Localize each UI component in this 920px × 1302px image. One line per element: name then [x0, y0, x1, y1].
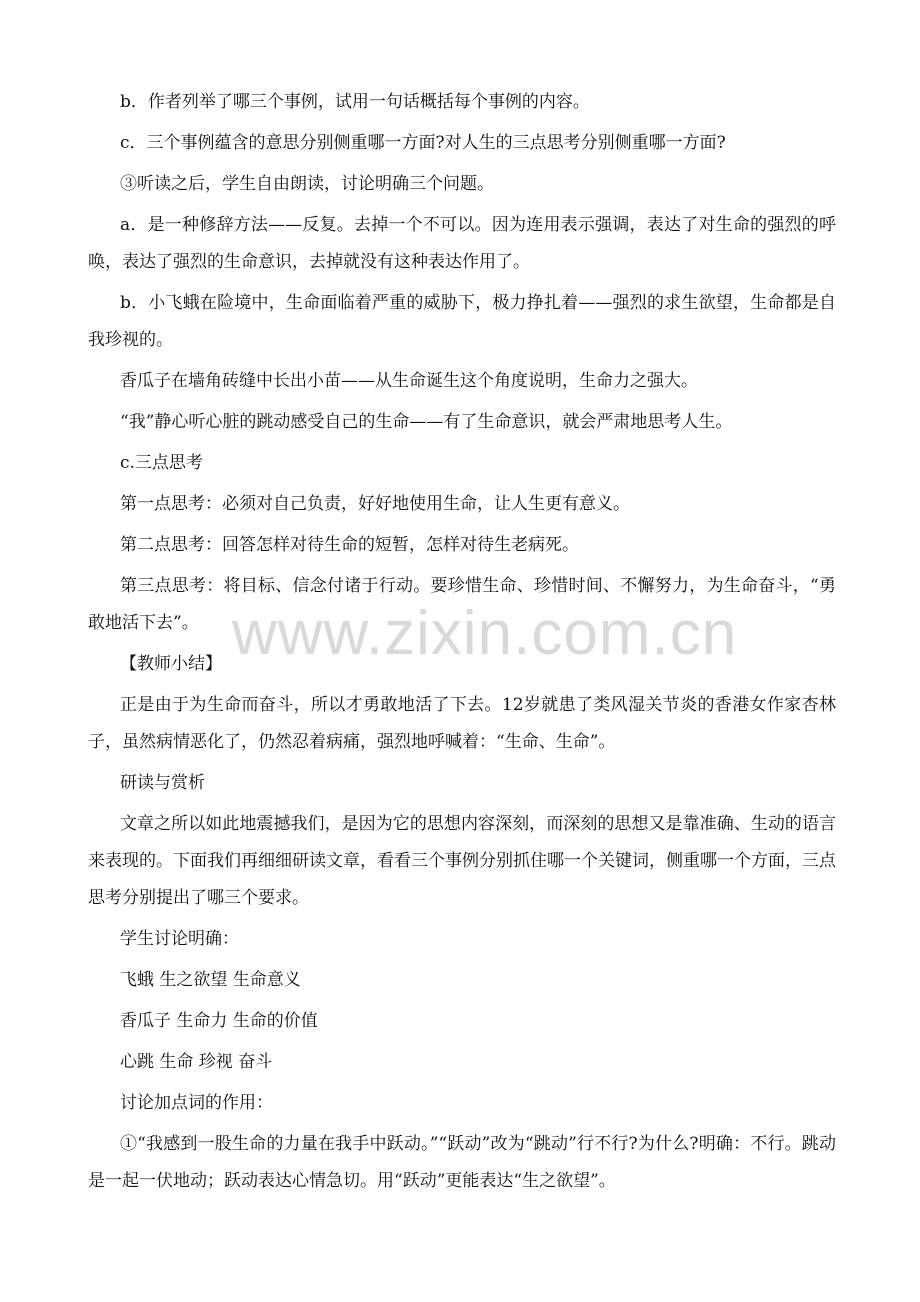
- paragraph-step-3: ③听读之后，学生自由朗读，讨论明确三个问题。: [120, 174, 494, 194]
- watermark: www.zixin.com.cn: [232, 599, 738, 668]
- paragraph-heartbeat: “我”静心听心脏的跳动感受自己的生命——有了生命意识，就会严肃地思考人生。: [120, 412, 733, 432]
- paragraph-melon-seed: 香瓜子在墙角砖缝中长出小苗——从生命诞生这个角度说明，生命力之强大。: [120, 371, 698, 391]
- paragraph-keyword-melon: 香瓜子 生命力 生命的价值: [120, 1011, 318, 1031]
- paragraph-student-discussion: 学生讨论明确：: [120, 929, 239, 949]
- paragraph-thought-2: 第二点思考：回答怎样对待生命的短暂，怎样对待生老病死。: [120, 535, 579, 555]
- paragraph-question-c: c．三个事例蕴含的意思分别侧重哪一方面?对人生的三点思考分别侧重哪一方面?: [120, 133, 726, 153]
- paragraph-thought-3: 第三点思考：将目标、信念付诸于行动。要珍惜生命、珍惜时间、不懈努力，为生命奋斗，“勇敢地活下去”。: [88, 576, 836, 633]
- paragraph-thought-1: 第一点思考：必须对自己负责，好好地使用生命，让人生更有意义。: [120, 494, 630, 514]
- paragraph-answer-a: a．是一种修辞方法——反复。去掉一个不可以。因为连用表示强调，表达了对生命的强烈的呼唤，表达了强烈的生命意识，去掉就没有这种表达作用了。: [88, 215, 836, 272]
- document-body: [88, 84, 836, 1204]
- paragraph-three-thoughts-heading: c.三点思考: [120, 453, 203, 473]
- paragraph-dotted-words: 讨论加点词的作用：: [120, 1093, 273, 1113]
- section-heading-study: 研读与赏析: [120, 773, 205, 793]
- paragraph-summary: 正是由于为生命而奋斗，所以才勇敢地活了下去。12岁就患了类风湿关节炎的香港女作家杏林子，虽然病情恶化了，仍然忍着病痛，强烈地呼喊着：“生命、生命”。: [88, 695, 836, 752]
- paragraph-example-1: ①“我感到一股生命的力量在我手中跃动。”“跃动”改为“跳动”行不行?为什么?明确：不行。跳动是一起一伏地动；跃动表达心情急切。用“跃动”更能表达“生之欲望”。: [88, 1134, 836, 1191]
- paragraph-question-b: b．作者列举了哪三个事例，试用一句话概括每个事例的内容。: [120, 92, 590, 112]
- section-heading-teacher-summary: 【教师小结】: [120, 654, 222, 674]
- paragraph-study-intro: 文章之所以如此地震撼我们，是因为它的思想内容深刻，而深刻的思想又是靠准确、生动的语言来表现的。下面我们再细细研读文章，看看三个事例分别抓住哪一个关键词，侧重哪一个方面，三点思考分别提出了哪三个要求。: [88, 814, 836, 908]
- paragraph-keyword-moth: 飞蛾 生之欲望 生命意义: [120, 970, 301, 990]
- paragraph-answer-b: b．小飞蛾在险境中，生命面临着严重的威胁下，极力挣扎着——强烈的求生欲望，生命都是自我珍视的。: [88, 293, 836, 350]
- paragraph-keyword-heart: 心跳 生命 珍视 奋斗: [120, 1052, 273, 1072]
